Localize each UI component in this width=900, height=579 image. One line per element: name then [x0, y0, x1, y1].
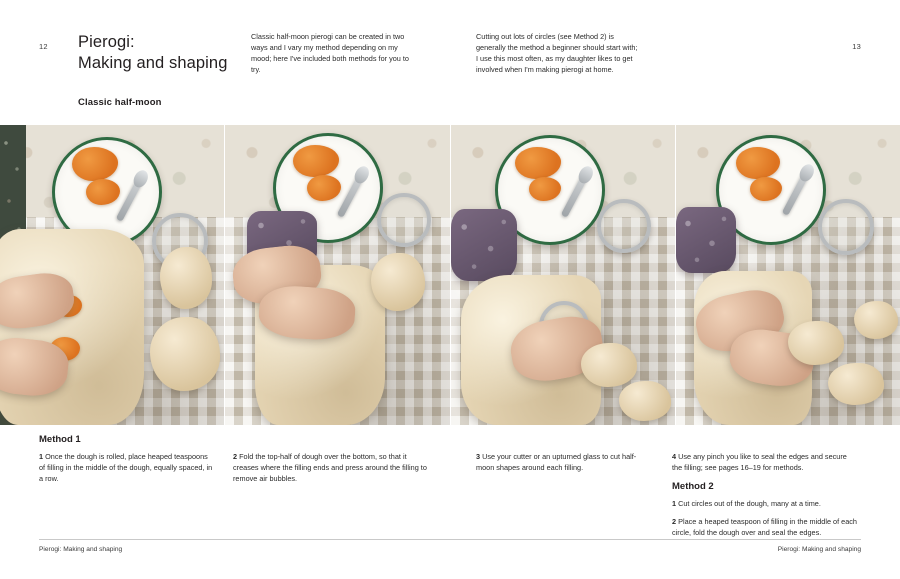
sleeve [451, 209, 517, 281]
intro-paragraph-1: Classic half-moon pierogi can be created in two ways and I vary my method depending on my mood; here I've included both methods for you to try. [251, 32, 409, 75]
round-cutter [377, 193, 431, 247]
page-number-right: 13 [852, 42, 861, 51]
method-2-heading: Method 2 [672, 481, 714, 492]
footer-rule [39, 539, 861, 540]
dough-ball [160, 247, 212, 309]
caption-step-4-block [672, 451, 858, 473]
photo-step-3 [451, 125, 676, 425]
m2-step-number-2: 2 [672, 517, 677, 527]
formed-pierogi [581, 343, 637, 387]
m2-step-text-1: Cut circles out of the dough, many at a time. [678, 499, 821, 509]
page-title-line-2: Making and shaping [78, 54, 228, 72]
m2-step-number-1: 1 [672, 499, 677, 509]
step-number-3: 3 [476, 452, 481, 461]
page-title-line-1: Pierogi: [78, 33, 135, 51]
round-cutter [597, 199, 651, 253]
caption-m2-step-2 [672, 516, 862, 538]
sealed-pierogi [788, 321, 844, 365]
step-number-4: 4 [672, 452, 677, 461]
step-number-2: 2 [233, 452, 238, 461]
page-title [78, 32, 248, 74]
round-cutter [818, 199, 874, 255]
caption-m2-step-1 [672, 498, 862, 509]
step-text-4: Use any pinch you like to seal the edges and secure the filling; see pages 16–19 for methods. [672, 452, 847, 473]
caption-method-1 [39, 434, 215, 484]
caption-step-2-block [233, 451, 433, 484]
step-text-2: Fold the top-half of dough over the bottom, so that it creases where the filling ends and press around the filling to remove air bubbles. [233, 452, 427, 484]
step-text-1: Once the dough is rolled, place heaped teaspoons of filling in the middle of the dough, equally spaced, in a row. [39, 452, 213, 484]
photo-strip [0, 125, 900, 425]
step-text-3: Use your cutter or an upturned glass to cut half-moon shapes around each filling. [476, 452, 637, 473]
formed-pierogi [619, 381, 671, 421]
section-subheading: Classic half-moon [78, 97, 162, 108]
dough-ball [371, 253, 425, 311]
running-footer-right: Pierogi: Making and shaping [777, 546, 861, 553]
photo-step-4 [676, 125, 900, 425]
dough-ball [150, 317, 220, 391]
page-number-left: 12 [39, 42, 48, 51]
method-1-heading: Method 1 [39, 434, 81, 445]
m2-step-text-2: Place a heaped teaspoon of filling in the middle of each circle, fold the dough over and seal the edges. [672, 517, 857, 538]
sealed-pierogi [828, 363, 884, 405]
caption-step-3-block [476, 451, 652, 473]
step-number-1: 1 [39, 452, 44, 462]
running-footer-left: Pierogi: Making and shaping [39, 546, 123, 553]
sealed-pierogi [854, 301, 898, 339]
caption-step-1 [39, 451, 215, 484]
sleeve [676, 207, 736, 273]
photo-step-1 [0, 125, 225, 425]
photo-step-2 [225, 125, 450, 425]
intro-paragraph-2: Cutting out lots of circles (see Method 2) is generally the method a beginner should start with; I use this most often, as my daughter likes to get involved when I'm making pierogi at home. [476, 32, 638, 75]
caption-method-2 [672, 481, 862, 538]
